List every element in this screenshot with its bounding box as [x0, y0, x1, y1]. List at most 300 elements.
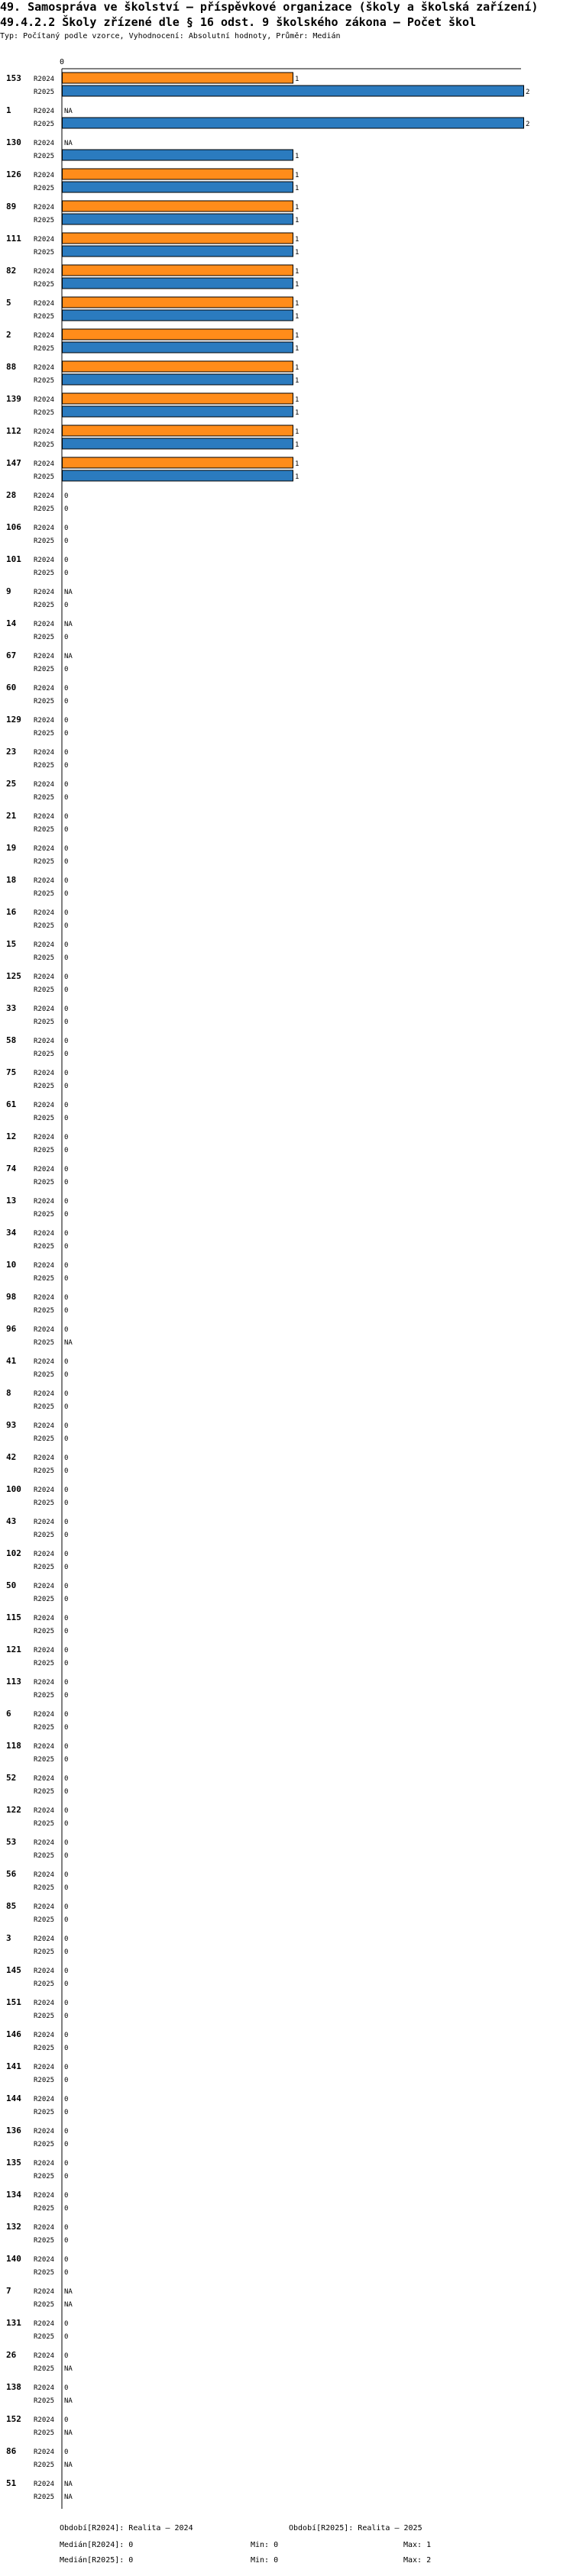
data-label: 1 — [295, 204, 299, 211]
group-label: 5 — [6, 298, 11, 308]
data-label: 0 — [64, 1102, 69, 1109]
data-label: 0 — [64, 1487, 69, 1494]
series-row-label: R2024 — [34, 1487, 55, 1494]
group-label: 19 — [6, 843, 17, 853]
series-row-label: R2024 — [34, 2256, 55, 2264]
series-row-label: R2025 — [34, 1948, 55, 1956]
data-label: 0 — [64, 813, 69, 821]
data-label: 0 — [64, 1839, 69, 1847]
series-row-label: R2025 — [34, 826, 55, 834]
data-label: 0 — [64, 1743, 69, 1751]
group-label: 145 — [6, 1965, 21, 1975]
data-label: 0 — [64, 858, 69, 866]
bar — [63, 329, 293, 340]
series-row-label: R2025 — [34, 2077, 55, 2084]
series-row-label: R2024 — [34, 1871, 55, 1879]
data-label: 1 — [295, 409, 299, 417]
series-row-label: R2024 — [34, 1839, 55, 1847]
bar — [63, 457, 293, 468]
group-label: 33 — [6, 1003, 17, 1013]
group-label: 74 — [6, 1164, 17, 1173]
series-row-label: R2024 — [34, 813, 55, 821]
data-label: 1 — [295, 172, 299, 179]
series-row-label: R2025 — [34, 890, 55, 898]
data-label: 0 — [64, 717, 69, 725]
series-row-label: R2024 — [34, 1775, 55, 1783]
series-row-label: R2024 — [34, 749, 55, 757]
data-label: 1 — [295, 236, 299, 244]
group-label: 21 — [6, 811, 17, 821]
series-row-label: R2025 — [34, 2109, 55, 2116]
data-label: 1 — [295, 300, 299, 308]
bar — [63, 438, 293, 449]
min-r2025: Min: 0 — [251, 2556, 279, 2565]
series-row-label: R2024 — [34, 364, 55, 372]
data-label: 1 — [295, 377, 299, 385]
data-label: 1 — [295, 153, 299, 160]
series-row-label: R2024 — [34, 685, 55, 692]
data-label: 0 — [64, 1422, 69, 1430]
data-label: 0 — [64, 698, 69, 705]
series-row-label: R2024 — [34, 1679, 55, 1687]
series-row-label: R2024 — [34, 76, 55, 83]
series-row-label: R2024 — [34, 2481, 55, 2488]
data-label: 0 — [64, 1294, 69, 1302]
series-row-label: R2025 — [34, 1147, 55, 1154]
data-label: 0 — [64, 537, 69, 545]
series-row-label: R2025 — [34, 2013, 55, 2020]
group-label: 13 — [6, 1196, 17, 1206]
group-label: 152 — [6, 2414, 21, 2424]
data-label: 0 — [64, 1615, 69, 1622]
series-row-label: R2025 — [34, 954, 55, 962]
legend-period-r2025: Období[R2025]: Realita – 2025 — [289, 2524, 422, 2532]
group-label: 58 — [6, 1035, 17, 1045]
series-row-label: R2025 — [34, 634, 55, 641]
series-row-label: R2025 — [34, 570, 55, 577]
group-label: 67 — [6, 650, 17, 660]
data-label: NA — [64, 2397, 73, 2405]
data-label: 0 — [64, 1679, 69, 1687]
series-row-label: R2025 — [34, 1916, 55, 1924]
data-label: 0 — [64, 1499, 69, 1507]
series-row-label: R2024 — [34, 2032, 55, 2039]
series-row-label: R2024 — [34, 1070, 55, 1077]
group-label: 12 — [6, 1131, 17, 1141]
series-row-label: R2024 — [34, 2352, 55, 2360]
data-label: 0 — [64, 1551, 69, 1558]
series-row-label: R2025 — [34, 2141, 55, 2148]
series-row-label: R2025 — [34, 2397, 55, 2405]
data-label: 0 — [64, 1051, 69, 1058]
group-label: 100 — [6, 1484, 21, 1494]
series-row-label: R2024 — [34, 140, 55, 147]
group-label: 50 — [6, 1580, 17, 1590]
data-label: 0 — [64, 1147, 69, 1154]
series-row-label: R2025 — [34, 313, 55, 321]
series-row-label: R2024 — [34, 268, 55, 276]
data-label: 0 — [64, 1948, 69, 1956]
data-label: 0 — [64, 1532, 69, 1539]
data-label: 0 — [64, 2128, 69, 2135]
data-label: 1 — [295, 364, 299, 372]
data-label: 0 — [64, 1243, 69, 1251]
group-label: 18 — [6, 875, 17, 885]
data-label: 0 — [64, 666, 69, 673]
data-label: 0 — [64, 1583, 69, 1590]
data-label: 0 — [64, 845, 69, 853]
bar — [63, 310, 293, 321]
bar — [63, 118, 524, 128]
group-label: 101 — [6, 554, 21, 564]
data-label: NA — [64, 1339, 73, 1347]
series-row-label: R2025 — [34, 858, 55, 866]
group-label: 112 — [6, 426, 21, 436]
group-label: 75 — [6, 1067, 17, 1077]
group-label: 111 — [6, 234, 21, 244]
bar — [63, 278, 293, 289]
data-label: 1 — [295, 249, 299, 257]
group-label: 88 — [6, 362, 17, 372]
data-label: 0 — [64, 1018, 69, 1026]
data-label: NA — [64, 108, 73, 115]
series-row-label: R2024 — [34, 1038, 55, 1045]
data-label: 0 — [64, 1230, 69, 1238]
data-label: 0 — [64, 570, 69, 577]
group-label: 96 — [6, 1324, 17, 1334]
series-row-label: R2024 — [34, 2448, 55, 2456]
series-row-label: R2025 — [34, 1435, 55, 1443]
series-row-label: R2024 — [34, 621, 55, 628]
series-row-label: R2025 — [34, 1852, 55, 1860]
data-label: 0 — [64, 505, 69, 513]
data-label: 0 — [64, 2333, 69, 2341]
data-label: 0 — [64, 909, 69, 917]
series-row-label: R2024 — [34, 1583, 55, 1590]
group-label: 140 — [6, 2254, 21, 2264]
series-row-label: R2025 — [34, 1884, 55, 1892]
series-row-label: R2025 — [34, 377, 55, 385]
group-label: 51 — [6, 2478, 17, 2488]
data-label: 0 — [64, 1871, 69, 1879]
data-label: 0 — [64, 1371, 69, 1379]
data-label: 1 — [295, 345, 299, 353]
data-label: 0 — [64, 826, 69, 834]
data-label: NA — [64, 653, 73, 660]
data-label: 0 — [64, 1275, 69, 1283]
series-row-label: R2025 — [34, 730, 55, 738]
series-row-label: R2024 — [34, 2160, 55, 2168]
series-row-label: R2024 — [34, 1807, 55, 1815]
series-row-label: R2024 — [34, 2416, 55, 2424]
group-label: 86 — [6, 2446, 17, 2456]
x-tick-label: 0 — [60, 58, 65, 66]
data-label: NA — [64, 2365, 73, 2373]
data-label: 0 — [64, 1198, 69, 1206]
data-label: NA — [64, 621, 73, 628]
series-row-label: R2025 — [34, 1211, 55, 1219]
series-row-label: R2024 — [34, 2064, 55, 2071]
group-label: 2 — [6, 330, 11, 340]
series-row-label: R2024 — [34, 2320, 55, 2328]
data-label: 2 — [526, 89, 530, 96]
data-label: 0 — [64, 2384, 69, 2392]
data-label: NA — [64, 2481, 73, 2488]
series-row-label: R2024 — [34, 1647, 55, 1654]
data-label: 0 — [64, 954, 69, 962]
data-label: 0 — [64, 685, 69, 692]
group-label: 1 — [6, 105, 11, 115]
group-label: 115 — [6, 1612, 21, 1622]
data-label: 0 — [64, 1083, 69, 1090]
series-row-label: R2025 — [34, 1820, 55, 1828]
series-row-label: R2024 — [34, 1006, 55, 1013]
data-label: 0 — [64, 941, 69, 949]
group-label: 132 — [6, 2222, 21, 2232]
series-row-label: R2025 — [34, 1018, 55, 1026]
data-label: 0 — [64, 1935, 69, 1943]
data-label: 0 — [64, 1596, 69, 1603]
data-label: 0 — [64, 1166, 69, 1173]
data-label: 0 — [64, 794, 69, 802]
data-label: 0 — [64, 1435, 69, 1443]
group-label: 134 — [6, 2190, 21, 2200]
series-row-label: R2025 — [34, 1756, 55, 1764]
series-row-label: R2025 — [34, 794, 55, 802]
data-label: 0 — [64, 1006, 69, 1013]
series-row-label: R2025 — [34, 666, 55, 673]
group-label: 141 — [6, 2061, 21, 2071]
series-row-label: R2025 — [34, 1532, 55, 1539]
series-row-label: R2024 — [34, 108, 55, 115]
series-row-label: R2025 — [34, 1115, 55, 1122]
bar — [63, 393, 293, 404]
data-label: 0 — [64, 2448, 69, 2456]
series-row-label: R2024 — [34, 2384, 55, 2392]
data-label: 1 — [295, 313, 299, 321]
group-label: 146 — [6, 2029, 21, 2039]
group-label: 6 — [6, 1709, 11, 1719]
data-label: 0 — [64, 973, 69, 981]
series-row-label: R2025 — [34, 1980, 55, 1988]
series-row-label: R2025 — [34, 2173, 55, 2181]
series-row-label: R2024 — [34, 1551, 55, 1558]
series-row-label: R2025 — [34, 2494, 55, 2501]
series-row-label: R2025 — [34, 153, 55, 160]
group-label: 8 — [6, 1388, 11, 1398]
series-row-label: R2025 — [34, 1596, 55, 1603]
max-r2025: Max: 2 — [403, 2556, 432, 2565]
group-label: 7 — [6, 2286, 11, 2296]
series-row-label: R2024 — [34, 1198, 55, 1206]
group-label: 135 — [6, 2158, 21, 2168]
data-label: 0 — [64, 762, 69, 770]
series-row-label: R2024 — [34, 332, 55, 340]
series-row-label: R2024 — [34, 1230, 55, 1238]
series-row-label: R2025 — [34, 249, 55, 257]
series-row-label: R2025 — [34, 1692, 55, 1700]
group-label: 25 — [6, 779, 17, 789]
series-row-label: R2025 — [34, 1243, 55, 1251]
data-label: 0 — [64, 1980, 69, 1988]
data-label: 0 — [64, 877, 69, 885]
data-label: NA — [64, 2301, 73, 2309]
data-label: 0 — [64, 1788, 69, 1796]
data-label: 0 — [64, 1134, 69, 1141]
series-row-label: R2025 — [34, 2333, 55, 2341]
series-row-label: R2024 — [34, 460, 55, 468]
min-r2024: Min: 0 — [251, 2541, 279, 2549]
bar — [63, 86, 524, 96]
group-label: 89 — [6, 202, 17, 211]
series-row-label: R2024 — [34, 1294, 55, 1302]
data-label: 0 — [64, 1454, 69, 1462]
data-label: 0 — [64, 2192, 69, 2200]
series-row-label: R2024 — [34, 1358, 55, 1366]
data-label: 1 — [295, 76, 299, 83]
series-row-label: R2025 — [34, 1467, 55, 1475]
data-label: 0 — [64, 2269, 69, 2277]
series-row-label: R2025 — [34, 2269, 55, 2277]
bar — [63, 214, 293, 224]
group-label: 43 — [6, 1516, 17, 1526]
series-row-label: R2025 — [34, 505, 55, 513]
series-row-label: R2025 — [34, 1307, 55, 1315]
bar — [63, 169, 293, 179]
series-row-label: R2025 — [34, 2365, 55, 2373]
group-label: 102 — [6, 1548, 21, 1558]
group-label: 23 — [6, 747, 17, 757]
data-label: 0 — [64, 1756, 69, 1764]
series-row-label: R2025 — [34, 1051, 55, 1058]
data-label: 0 — [64, 1390, 69, 1398]
legend-period-r2024: Období[R2024]: Realita – 2024 — [60, 2524, 193, 2532]
bar — [63, 361, 293, 372]
series-row-label: R2025 — [34, 1724, 55, 1732]
series-row-label: R2025 — [34, 1564, 55, 1571]
data-label: 0 — [64, 1820, 69, 1828]
data-label: 0 — [64, 1628, 69, 1635]
series-row-label: R2025 — [34, 1660, 55, 1667]
group-label: 15 — [6, 939, 17, 949]
series-row-label: R2025 — [34, 121, 55, 128]
series-row-label: R2024 — [34, 300, 55, 308]
data-label: 0 — [64, 2256, 69, 2264]
data-label: 1 — [295, 332, 299, 340]
data-label: 0 — [64, 2064, 69, 2071]
series-row-label: R2024 — [34, 877, 55, 885]
series-row-label: R2025 — [34, 2461, 55, 2469]
series-row-label: R2024 — [34, 1743, 55, 1751]
data-label: 0 — [64, 1467, 69, 1475]
data-label: 0 — [64, 2096, 69, 2103]
series-row-label: R2024 — [34, 236, 55, 244]
group-label: 56 — [6, 1869, 17, 1879]
series-row-label: R2024 — [34, 1134, 55, 1141]
series-row-label: R2025 — [34, 2301, 55, 2309]
series-row-label: R2025 — [34, 185, 55, 192]
group-label: 82 — [6, 266, 17, 276]
group-label: 125 — [6, 971, 21, 981]
data-label: 0 — [64, 890, 69, 898]
series-row-label: R2024 — [34, 589, 55, 596]
series-row-label: R2025 — [34, 281, 55, 289]
data-label: 0 — [64, 1647, 69, 1654]
data-label: 0 — [64, 1403, 69, 1411]
max-r2024: Max: 1 — [403, 2541, 432, 2549]
series-row-label: R2025 — [34, 1788, 55, 1796]
data-label: 0 — [64, 1070, 69, 1077]
series-row-label: R2024 — [34, 172, 55, 179]
series-row-label: R2024 — [34, 1102, 55, 1109]
data-label: 0 — [64, 1519, 69, 1526]
series-row-label: R2025 — [34, 762, 55, 770]
group-label: 138 — [6, 2382, 21, 2392]
series-row-label: R2024 — [34, 2000, 55, 2007]
data-label: 0 — [64, 557, 69, 564]
bar — [63, 297, 293, 308]
series-row-label: R2025 — [34, 441, 55, 449]
series-row-label: R2024 — [34, 396, 55, 404]
data-label: 0 — [64, 2320, 69, 2328]
group-label: 113 — [6, 1677, 21, 1687]
series-row-label: R2024 — [34, 428, 55, 436]
data-label: 1 — [295, 217, 299, 224]
series-row-label: R2025 — [34, 986, 55, 994]
series-row-label: R2025 — [34, 1275, 55, 1283]
series-row-label: R2024 — [34, 717, 55, 725]
data-label: 1 — [295, 441, 299, 449]
data-label: NA — [64, 2429, 73, 2437]
group-label: 10 — [6, 1260, 17, 1270]
group-label: 53 — [6, 1837, 17, 1847]
series-row-label: R2025 — [34, 217, 55, 224]
data-label: NA — [64, 2461, 73, 2469]
group-label: 85 — [6, 1901, 17, 1911]
bar — [63, 246, 293, 257]
data-label: 0 — [64, 2109, 69, 2116]
series-row-label: R2025 — [34, 2045, 55, 2052]
group-label: 121 — [6, 1645, 21, 1654]
bar — [63, 425, 293, 436]
group-label: 14 — [6, 618, 17, 628]
group-label: 60 — [6, 683, 17, 692]
group-label: 98 — [6, 1292, 17, 1302]
data-label: 0 — [64, 1326, 69, 1334]
data-label: 1 — [295, 473, 299, 481]
bar — [63, 233, 293, 244]
series-row-label: R2024 — [34, 525, 55, 532]
series-row-label: R2024 — [34, 1903, 55, 1911]
series-row-label: R2024 — [34, 781, 55, 789]
data-label: 1 — [295, 428, 299, 436]
data-label: 0 — [64, 1038, 69, 1045]
data-label: NA — [64, 589, 73, 596]
group-label: 153 — [6, 73, 21, 83]
data-label: 0 — [64, 1968, 69, 1975]
group-label: 129 — [6, 715, 21, 725]
series-row-label: R2025 — [34, 1179, 55, 1186]
data-label: NA — [64, 2288, 73, 2296]
data-label: 0 — [64, 2173, 69, 2181]
series-row-label: R2025 — [34, 1371, 55, 1379]
data-label: 0 — [64, 1692, 69, 1700]
group-label: 131 — [6, 2318, 21, 2328]
series-row-label: R2025 — [34, 1628, 55, 1635]
data-label: 0 — [64, 2416, 69, 2424]
data-label: 0 — [64, 2045, 69, 2052]
series-row-label: R2025 — [34, 345, 55, 353]
